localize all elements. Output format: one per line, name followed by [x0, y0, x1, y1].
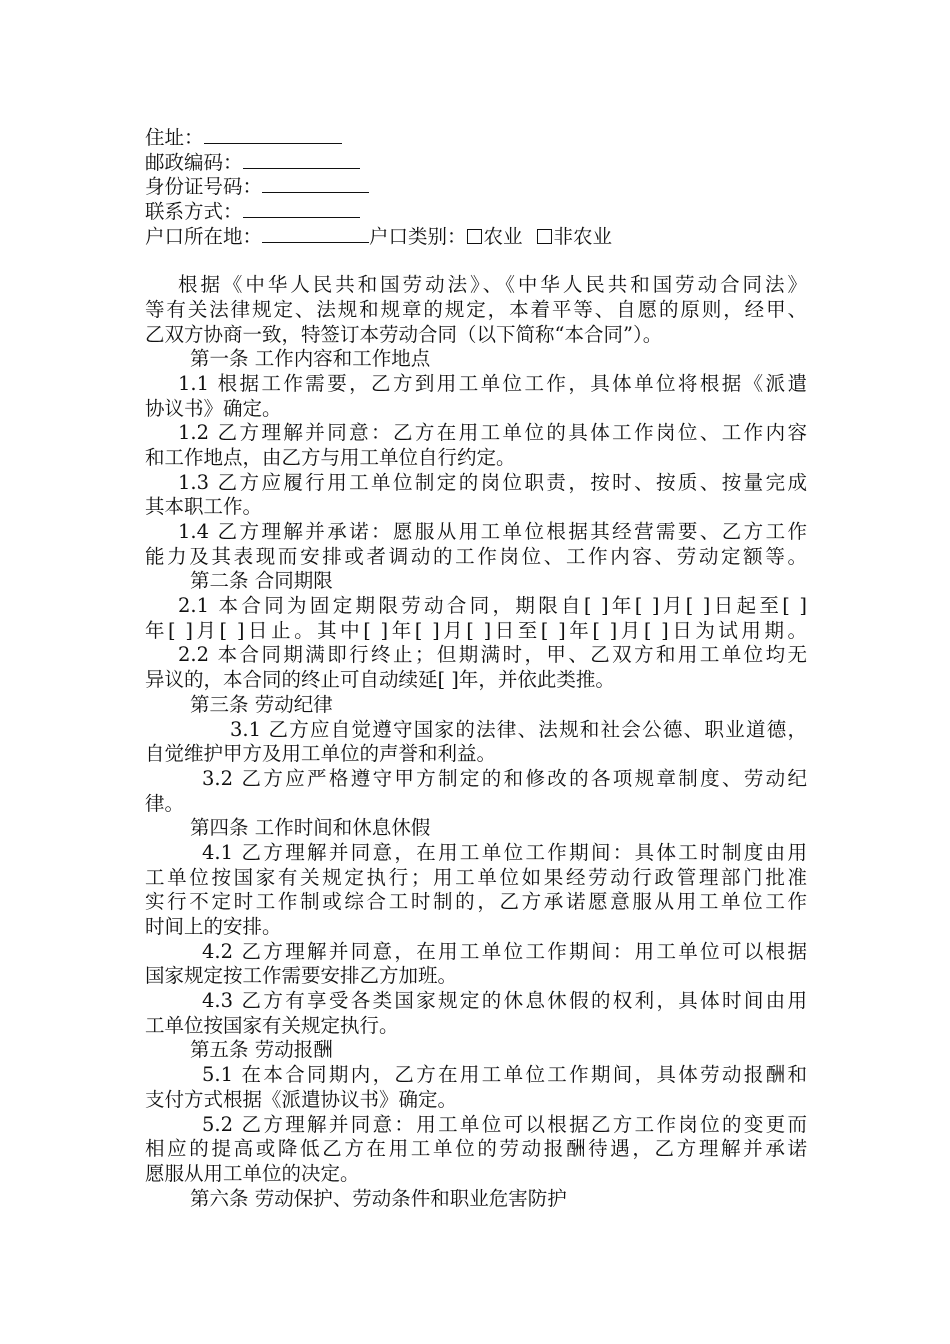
body-line: 自觉维护甲方及用工单位的声誉和利益。 — [145, 742, 497, 766]
postcode-field — [145, 150, 807, 175]
body-line: 工单位按国家有关规定执行；用工单位如果经劳动行政管理部门批准 — [145, 865, 807, 889]
body-line: 3.1 乙方应自觉遵守国家的法律、法规和社会公德、职业道德， — [230, 717, 807, 741]
body-line: 相应的提高或降低乙方在用工单位的劳动报酬待遇，乙方理解并承诺 — [145, 1137, 807, 1161]
body-line: 支付方式根据《派遣协议书》确定。 — [145, 1087, 458, 1111]
contact-label: 联系方式： — [145, 200, 243, 224]
checkbox-agricultural[interactable] — [467, 229, 482, 244]
body-line: 律。 — [145, 791, 185, 815]
body-line: 时间上的安排。 — [145, 915, 282, 938]
article-heading: 第四条 工作时间和休息休假 — [190, 816, 431, 840]
contract-body — [145, 273, 807, 1211]
body-line: 其本职工作。 — [145, 495, 263, 519]
body-line: 4.3 乙方有享受各类国家规定的休息休假的权利，具体时间由用 — [202, 989, 807, 1013]
address-blank — [204, 125, 342, 144]
option-agricultural: 农业 — [483, 224, 523, 248]
body-line: 实行不定时工作制或综合工时制的，乙方承诺愿意服从用工单位工作 — [145, 890, 807, 914]
body-line: 5.2 乙方理解并同意：用工单位可以根据乙方工作岗位的变更而 — [202, 1112, 807, 1136]
article-heading: 第三条 劳动纪律 — [190, 692, 333, 716]
body-line: 4.1 乙方理解并同意，在用工单位工作期间：具体工时制度由用 — [202, 840, 807, 864]
body-line: 和工作地点，由乙方与用工单位自行约定。 — [145, 445, 516, 469]
contact-blank — [243, 199, 360, 218]
checkbox-non-agricultural[interactable] — [537, 229, 552, 244]
hukou-type-label: 户口类别： — [369, 224, 467, 248]
body-line: 年[ ]月[ ]日止。其中[ ]年[ ]月[ ]日至[ ]年[ ]月[ ]日为试用期。 — [145, 618, 807, 642]
hukou-field — [145, 224, 807, 249]
address-label: 住址： — [145, 126, 204, 149]
body-line: 乙双方协商一致，特签订本劳动合同（以下简称“本合同”）。 — [145, 322, 663, 346]
article-heading: 第五条 劳动报酬 — [190, 1038, 333, 1062]
id-number-blank — [262, 174, 369, 193]
contract-document — [145, 125, 807, 1211]
body-line: 协议书》确定。 — [145, 396, 282, 420]
body-line: 工单位按国家有关规定执行。 — [145, 1013, 399, 1037]
body-line: 2.1 本合同为固定期限劳动合同，期限自[ ]年[ ]月[ ]日起至[ ] — [178, 594, 807, 618]
id-number-label: 身份证号码： — [145, 175, 263, 199]
body-line: 2.2 本合同期满即行终止；但期满时，甲、乙双方和用工单位均无 — [178, 643, 807, 667]
contact-field — [145, 199, 807, 224]
body-line: 3.2 乙方应严格遵守甲方制定的和修改的各项规章制度、劳动纪 — [202, 766, 807, 790]
postcode-blank — [243, 150, 360, 169]
address-field — [145, 125, 807, 150]
body-line: 1.4 乙方理解并承诺：愿服从用工单位根据其经营需要、乙方工作 — [178, 520, 807, 543]
body-line: 1.3 乙方应履行用工单位制定的岗位职责，按时、按质、按量完成 — [178, 470, 807, 494]
hukou-location-blank — [262, 224, 369, 243]
id-number-field — [145, 174, 807, 199]
hukou-location-label: 户口所在地： — [145, 224, 263, 248]
article-heading: 第六条 劳动保护、劳动条件和职业危害防护 — [190, 1186, 567, 1210]
body-line: 等有关法律规定、法规和规章的规定，本着平等、自愿的原则，经甲、 — [145, 297, 807, 321]
option-non-agricultural: 非农业 — [553, 224, 613, 248]
body-line: 4.2 乙方理解并同意，在用工单位工作期间：用工单位可以根据 — [202, 939, 807, 963]
body-line: 1.2 乙方理解并同意：乙方在用工单位的具体工作岗位、工作内容 — [178, 421, 807, 445]
article-heading: 第一条 工作内容和工作地点 — [190, 347, 431, 371]
body-line: 5.1 在本合同期内，乙方在用工单位工作期间，具体劳动报酬和 — [202, 1063, 807, 1087]
body-line: 能力及其表现而安排或者调动的工作岗位、工作内容、劳动定额等。 — [145, 544, 807, 568]
body-line: 愿服从用工单位的决定。 — [145, 1161, 360, 1185]
body-line: 国家规定按工作需要安排乙方加班。 — [145, 964, 458, 988]
body-line: 1.1 根据工作需要，乙方到用工单位工作，具体单位将根据《派遣 — [178, 371, 807, 395]
article-heading: 第二条 合同期限 — [190, 569, 333, 593]
body-line: 根据《中华人民共和国劳动法》、《中华人民共和国劳动合同法》 — [178, 273, 807, 297]
postcode-label: 邮政编码： — [145, 150, 243, 174]
body-line: 异议的，本合同的终止可自动续延[ ]年，并依此类推。 — [145, 668, 615, 692]
